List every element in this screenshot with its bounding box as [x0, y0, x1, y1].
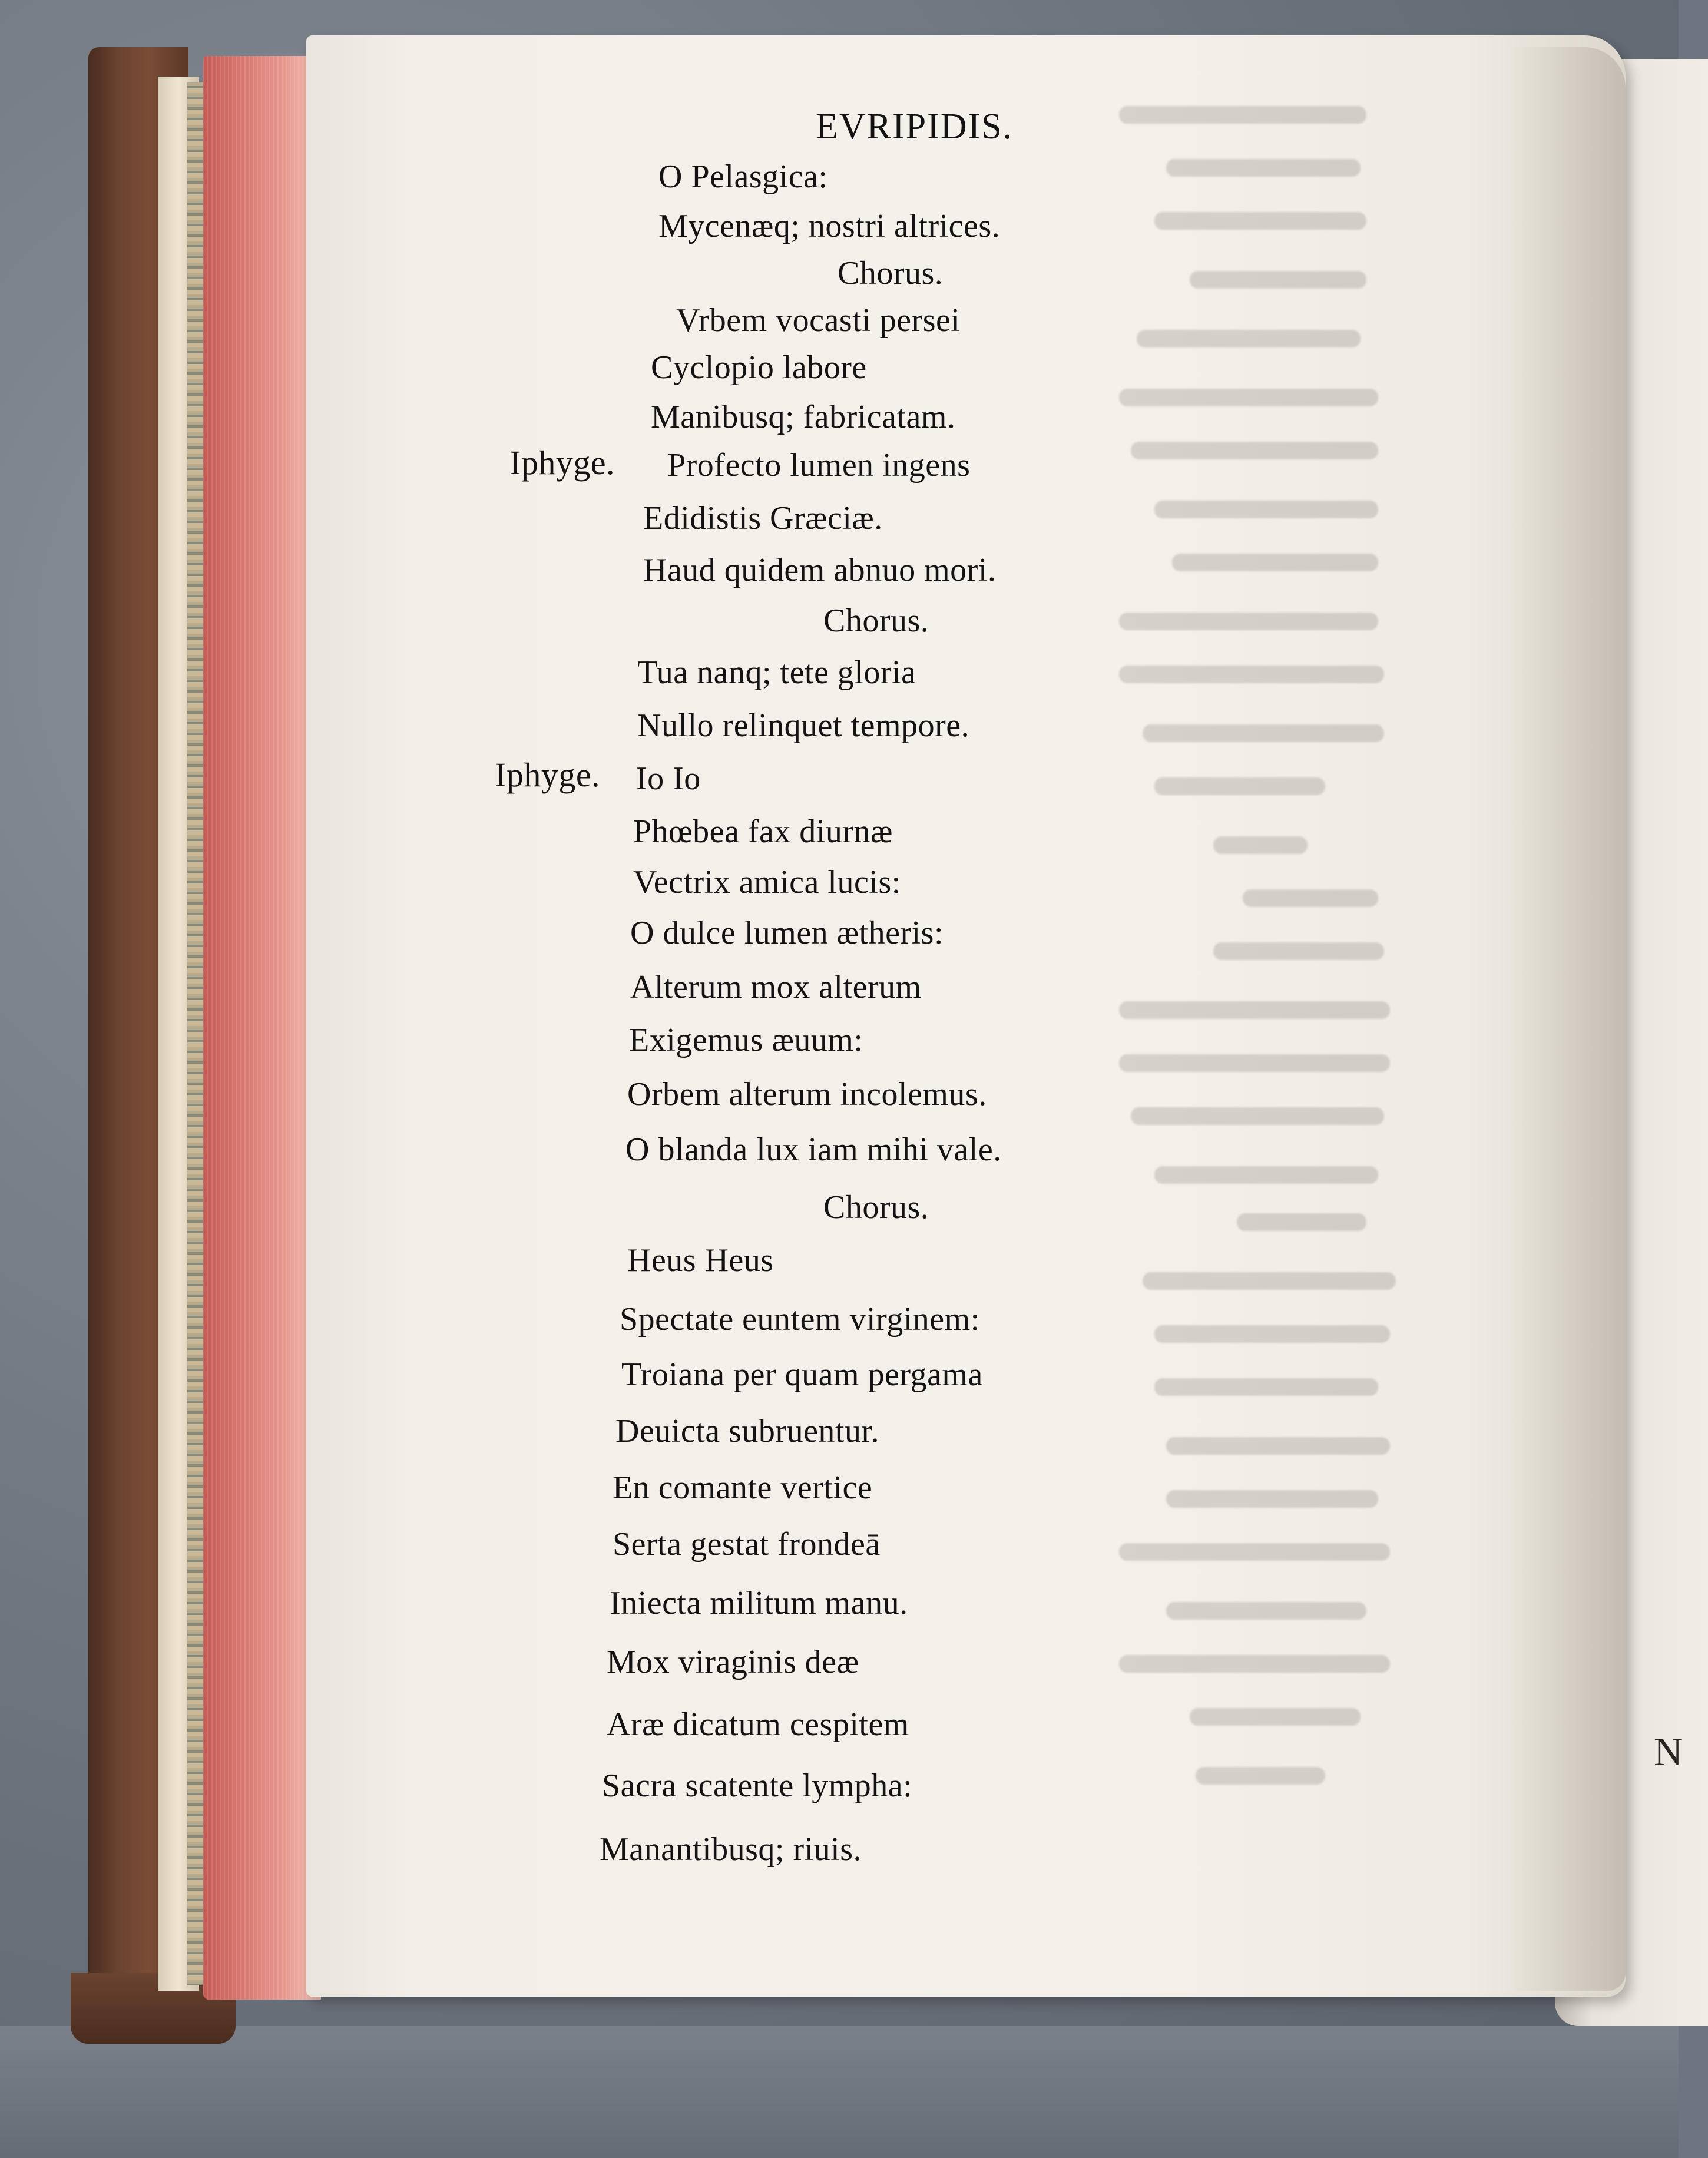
verse-line: Manibusq; fabricatam.	[651, 399, 956, 435]
verse-line: Edidistis Græciæ.	[643, 500, 883, 537]
verse-line: Serta gestat frondeā	[613, 1526, 881, 1563]
chorus-heading: Chorus.	[838, 255, 944, 292]
verse-line: O blanda lux iam mihi vale.	[625, 1131, 1002, 1168]
speaker-label: Iphyge.	[509, 443, 615, 482]
verse-line: Mox viraginis deæ	[607, 1644, 859, 1680]
verse-line: Cyclopio labore	[651, 349, 867, 386]
verse-line: Profecto lumen ingens	[667, 447, 971, 484]
verse-line: Spectate euntem virginem:	[620, 1301, 980, 1338]
chorus-heading: Chorus.	[823, 603, 929, 639]
verse-line: Tua nanq; tete gloria	[637, 654, 916, 691]
verse-line: Heus Heus	[627, 1242, 774, 1279]
chorus-heading: Chorus.	[823, 1189, 929, 1226]
verse-line: O Pelasgica:	[658, 158, 828, 195]
verse-line: Iniecta militum manu.	[610, 1585, 908, 1621]
verse-line: Manantibusq; riuis.	[600, 1831, 862, 1868]
verse-line: Haud quidem abnuo mori.	[643, 552, 997, 588]
verse-line: Vrbem vocasti persei	[676, 302, 961, 339]
verse-line: Vectrix amica lucis:	[633, 864, 901, 901]
verse-line: Exigemus æuum:	[629, 1022, 863, 1058]
verse-line: Deuicta subruentur.	[615, 1413, 880, 1449]
verse-line: Aræ dicatum cespitem	[607, 1706, 909, 1743]
facing-page-letter: N	[1654, 1729, 1683, 1774]
verse-line: En comante vertice	[613, 1469, 873, 1506]
red-page-edges	[203, 56, 321, 2000]
verse-line: Alterum mox alterum	[630, 969, 922, 1005]
running-head: EVRIPIDIS.	[816, 107, 1014, 147]
verse-line: Troiana per quam pergama	[621, 1356, 983, 1393]
verse-line: Mycenæq; nostri altrices.	[658, 208, 1001, 244]
verse-line: Nullo relinquet tempore.	[637, 707, 970, 744]
speaker-label: Iphyge.	[495, 756, 601, 794]
marbled-paper-strip	[187, 82, 205, 1985]
table-surface	[0, 2026, 1679, 2158]
verse-line: Io Io	[636, 760, 701, 797]
verse-line: Orbem alterum incolemus.	[627, 1076, 987, 1113]
verse-line: O dulce lumen ætheris:	[630, 915, 944, 951]
verse-line: Phœbea fax diurnæ	[633, 813, 893, 850]
verse-line: Sacra scatente lympha:	[602, 1768, 913, 1804]
show-through-text	[1119, 94, 1531, 1861]
